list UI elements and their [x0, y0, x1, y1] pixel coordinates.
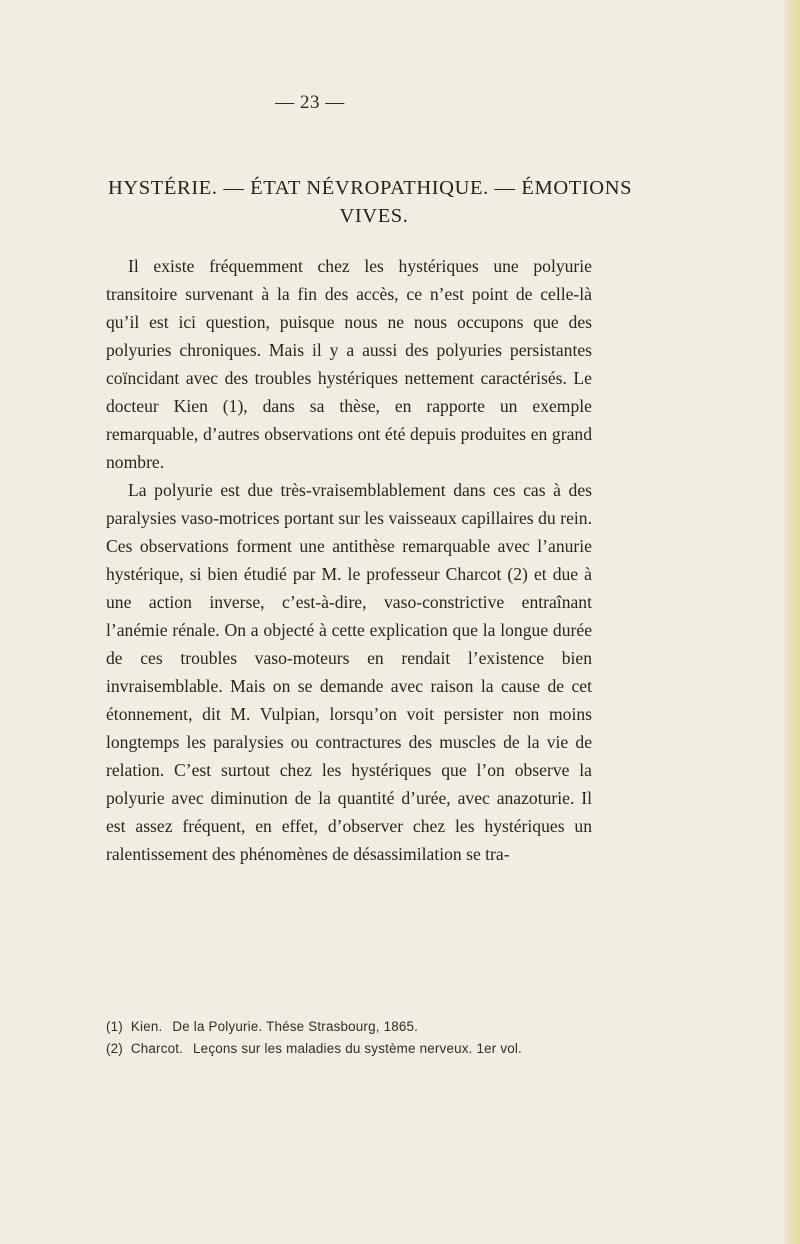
chapter-title: [108, 174, 668, 230]
chapter-title-line-2: VIVES.: [339, 205, 409, 227]
footnote-number: (1): [106, 1019, 123, 1034]
page-edge: [782, 0, 800, 1244]
page-number: — 23 —: [275, 92, 345, 113]
footnote-number: (2): [106, 1041, 123, 1056]
footnotes: [106, 1016, 606, 1060]
paragraph-2: La polyurie est due très-vraisemblablement dans ces cas à des paralysies vaso-motrices portant sur les vaisseaux capillaires du rein. Ces observations forment une antithèse remarquable avec l’anurie hystérique, si bien étudié par M. le professeur Charcot (2) et due à une action inverse, c’est-à-dire, vaso-constrictive entraînant l’anémie rénale. On a objecté à cette explication que la longue durée de ces troubles vaso-moteurs en rendait l’existence bien invraisemblable. Mais on se demande avec raison la cause de cet étonnement, dit M. Vulpian, lorsqu’on voit persister non moins longtemps les paralysies ou contractures des muscles de la vie de relation. C’est surtout chez les hystériques que l’on observe la polyurie avec diminution de la quantité d’urée, avec anazoturie. Il est assez fréquent, en effet, d’observer chez les hystériques un ralentissement des phénomènes de désassimilation se tra-: [106, 480, 592, 864]
chapter-title-line-1: HYSTÉRIE. — ÉTAT NÉVROPATHIQUE. — ÉMOTIONS: [108, 177, 633, 199]
footnote-2: [106, 1038, 606, 1060]
footnote-author: Charcot.: [130, 1041, 184, 1056]
footnote-text: De la Polyurie. Thése Strasbourg, 1865.: [172, 1019, 419, 1034]
footnote-text: Leçons sur les maladies du système nerveux. 1er vol.: [193, 1041, 522, 1056]
body-text: [106, 252, 592, 868]
paragraph-1: Il existe fréquemment chez les hystériques une polyurie transitoire survenant à la fin des accès, ce n’est point de celle-là qu’il est ici question, puisque nous ne nous occupons que des polyuries chroniques. Mais il y a aussi des polyuries persistantes coïncidant avec des troubles hystériques nettement caractérisés. Le docteur Kien (1), dans sa thèse, en rapporte un exemple remarquable, d’autres observations ont été depuis produites en grand nombre.: [106, 256, 592, 472]
footnote-author: Kien.: [130, 1019, 163, 1034]
footnote-1: [106, 1016, 606, 1038]
